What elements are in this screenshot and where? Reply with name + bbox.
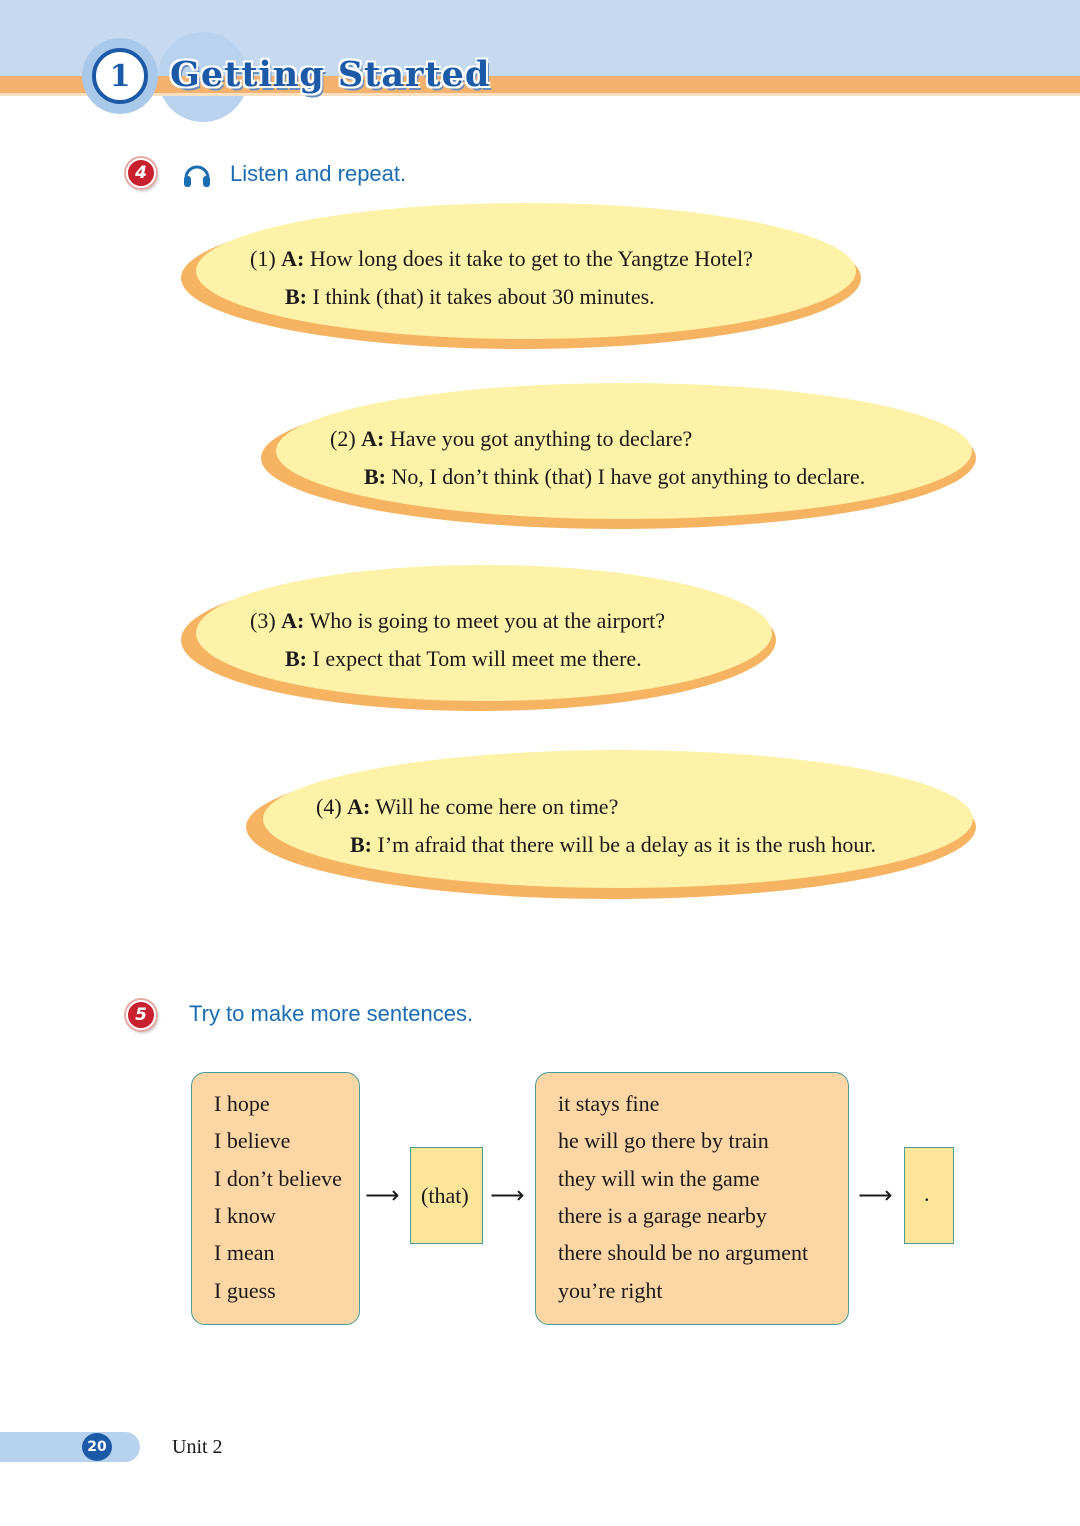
page-number: 20	[82, 1433, 112, 1461]
exercise-5-number: 5	[126, 1000, 156, 1030]
clause-item: there is a garage nearby	[558, 1203, 767, 1228]
dialogue-3-line-b: B: I expect that Tom will meet me there.	[285, 646, 642, 671]
exercise-4-instruction: Listen and repeat.	[230, 161, 407, 186]
unit-label: Unit 2	[172, 1436, 223, 1458]
subject-item: I don’t believe	[214, 1166, 342, 1191]
arrow-icon: ⟶	[365, 1181, 400, 1209]
dialogue-4-line-a: (4) A: Will he come here on time?	[316, 794, 619, 819]
exercise-4-number: 4	[126, 158, 156, 188]
subject-box	[191, 1072, 360, 1325]
clause-item: there should be no argument	[558, 1240, 809, 1265]
exercise-5-instruction: Try to make more sentences.	[189, 1001, 474, 1026]
connector-text: (that)	[421, 1183, 469, 1208]
subject-item: I guess	[214, 1278, 276, 1303]
page-title: Getting Started	[170, 54, 491, 95]
end-punctuation: .	[924, 1181, 930, 1206]
dialogue-2-line-b: B: No, I don’t think (that) I have got anything to declare.	[364, 464, 866, 489]
end-box	[904, 1147, 954, 1244]
dialogue-4-line-b: B: I’m afraid that there will be a delay as it is the rush hour.	[350, 832, 877, 857]
header-stripe-highlight	[0, 93, 1080, 96]
dialogue-1-line-b: B: I think (that) it takes about 30 minutes.	[285, 284, 655, 309]
subject-item: I believe	[214, 1128, 291, 1153]
clause-item: it stays fine	[558, 1091, 660, 1116]
footer-bar	[0, 1432, 140, 1462]
headphones-icon	[182, 160, 212, 190]
dialogue-1-line-a: (1) A: How long does it take to get to the Yangtze Hotel?	[250, 246, 753, 271]
section-number-badge: 1	[92, 48, 148, 104]
dialogue-3-line-a: (3) A: Who is going to meet you at the airport?	[250, 608, 666, 633]
dialogue-2-line-a: (2) A: Have you got anything to declare?	[330, 426, 693, 451]
clause-item: you’re right	[558, 1278, 663, 1303]
clause-item: they will win the game	[558, 1166, 760, 1191]
clause-box	[535, 1072, 849, 1325]
subject-item: I hope	[214, 1091, 270, 1116]
connector-box	[410, 1147, 483, 1244]
arrow-icon: ⟶	[490, 1181, 525, 1209]
subject-item: I mean	[214, 1240, 275, 1265]
subject-item: I know	[214, 1203, 276, 1228]
clause-item: he will go there by train	[558, 1128, 769, 1153]
header-stripe	[0, 76, 1080, 93]
arrow-icon: ⟶	[858, 1181, 893, 1209]
